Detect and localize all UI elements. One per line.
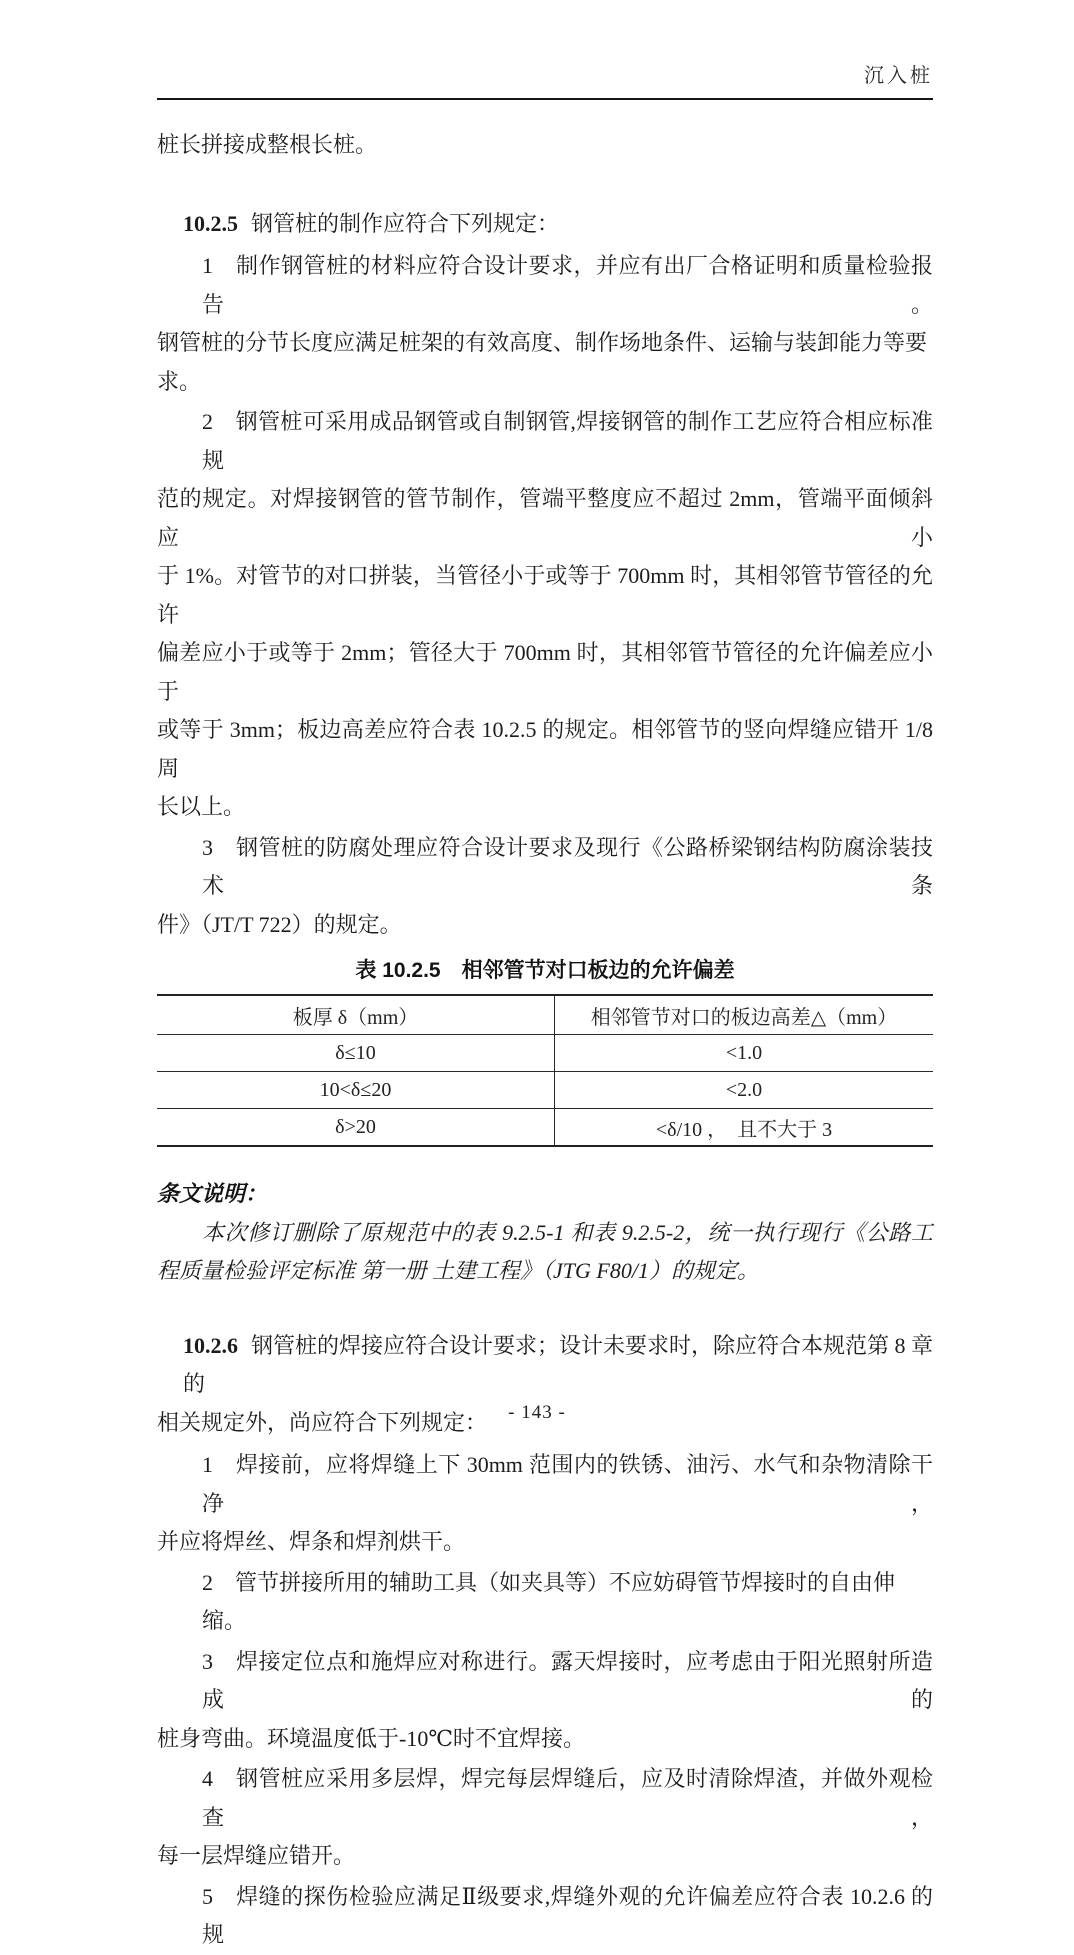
clause-heading-line: 相关规定外，尚应符合下列规定： [157,1409,488,1435]
text-line: 件》（JT/T 722）的规定。 [157,911,402,937]
text-line: 并应将焊丝、焊条和焊剂烘干。 [157,1529,466,1554]
table-caption: 表 10.2.5 相邻管节对口板边的允许偏差 [355,959,735,982]
page-content [157,0,933,1955]
clause-10-2-5-item-3 [157,829,933,945]
header-rule [157,98,933,100]
clause-number: 10.2.6 [183,1332,238,1358]
continuation-paragraph [157,126,933,165]
clause-heading-line [157,205,933,244]
table-col-header-plate-thickness: 板厚 δ（mm） [157,995,555,1035]
table-cell: δ>20 [157,1109,555,1147]
commentary-section [157,1175,933,1291]
table-row [157,1109,933,1147]
clause-number: 10.2.5 [183,210,238,236]
clause-heading-line [157,1327,933,1404]
clause-title: 钢管桩的制作应符合下列规定： [251,210,560,236]
text-line: 或等于 3mm；板边高差应符合表 10.2.5 的规定。相邻管节的竖向焊缝应错开 1/8 周 [157,717,933,781]
clause-10-2-6-heading [157,1327,933,1443]
text-line: 3 焊接定位点和施焊应对称进行。露天焊接时，应考虑由于阳光照射所造成的 [202,1648,933,1712]
text-line: 范的规定。对焊接钢管的管节制作，管端平整度应不超过 2mm，管端平面倾斜应小 [157,486,933,550]
commentary-label: 条文说明： [157,1181,268,1206]
table-10-2-5 [157,994,933,1147]
text-line: 5 焊缝的探伤检验应满足Ⅱ级要求,焊缝外观的允许偏差应符合表 10.2.6 的规 [202,1883,933,1947]
commentary-paragraph [157,1214,933,1291]
text-line: 偏差应小于或等于 2mm；管径大于 700mm 时，其相邻管节管径的允许偏差应小于 [157,640,933,704]
text-line: 1 制作钢管桩的材料应符合设计要求，并应有出厂合格证明和质量检验报告。 [202,253,933,317]
table-row [157,1072,933,1109]
text-line: 长以上。 [157,794,246,819]
text-line: 2 钢管桩可采用成品钢管或自制钢管,焊接钢管的制作工艺应符合相应标准规 [202,409,933,473]
table-row [157,1035,933,1072]
text-line: 2 管节拼接所用的辅助工具（如夹具等）不应妨碍管节焊接时的自由伸缩。 [202,1569,896,1633]
table-cell: δ≤10 [157,1035,555,1072]
clause-10-2-6-item-3 [157,1643,933,1759]
text-line: 桩身弯曲。环境温度低于-10℃时不宜焊接。 [157,1725,585,1751]
page-number: - 143 - [508,1402,566,1423]
table-cell: <δ/10 ， 且不大于 3 [555,1109,934,1147]
text-line: 程质量检验评定标准 第一册 土建工程》（JTG F80/1）的规定。 [157,1258,759,1283]
clause-10-2-6-item-4 [157,1760,933,1876]
text-line: 钢管桩的分节长度应满足桩架的有效高度、制作场地条件、运输与装卸能力等要求。 [157,330,928,394]
text-line: 3 钢管桩的防腐处理应符合设计要求及现行《公路桥梁钢结构防腐涂装技术条 [202,834,933,898]
clause-10-2-5-heading [157,205,933,244]
text-line: 本次修订删除了原规范中的表 9.2.5-1 和表 9.2.5-2，统一执行现行《公路工 [202,1219,933,1245]
clause-10-2-5-item-1 [157,247,933,401]
running-header: 沉入桩 [864,65,933,87]
clause-10-2-5-item-2 [157,403,933,827]
clause-10-2-6-item-1 [157,1446,933,1562]
text-line: 桩长拼接成整根长桩。 [157,132,378,157]
text-line: 4 钢管桩应采用多层焊，焊完每层焊缝后，应及时清除焊渣，并做外观检查， [202,1766,933,1830]
table-cell: <1.0 [555,1035,934,1072]
text-line: 1 焊接前，应将焊缝上下 30mm 范围内的铁锈、油污、水气和杂物清除干净， [202,1452,933,1516]
table-cell: 10<δ≤20 [157,1072,555,1109]
clause-10-2-6-item-5 [157,1878,933,1955]
clause-10-2-6-item-2 [157,1564,933,1641]
table-header-row [157,995,933,1035]
table-cell: <2.0 [555,1072,934,1109]
clause-title: 钢管桩的焊接应符合设计要求；设计未要求时，除应符合本规范第 8 章的 [183,1332,934,1396]
table-col-header-edge-difference: 相邻管节对口的板边高差△（mm） [555,995,934,1035]
text-line: 于 1%。对管节的对口拼装，当管径小于或等于 700mm 时，其相邻管节管径的允许 [157,563,933,627]
text-line: 每一层焊缝应错开。 [157,1843,356,1868]
